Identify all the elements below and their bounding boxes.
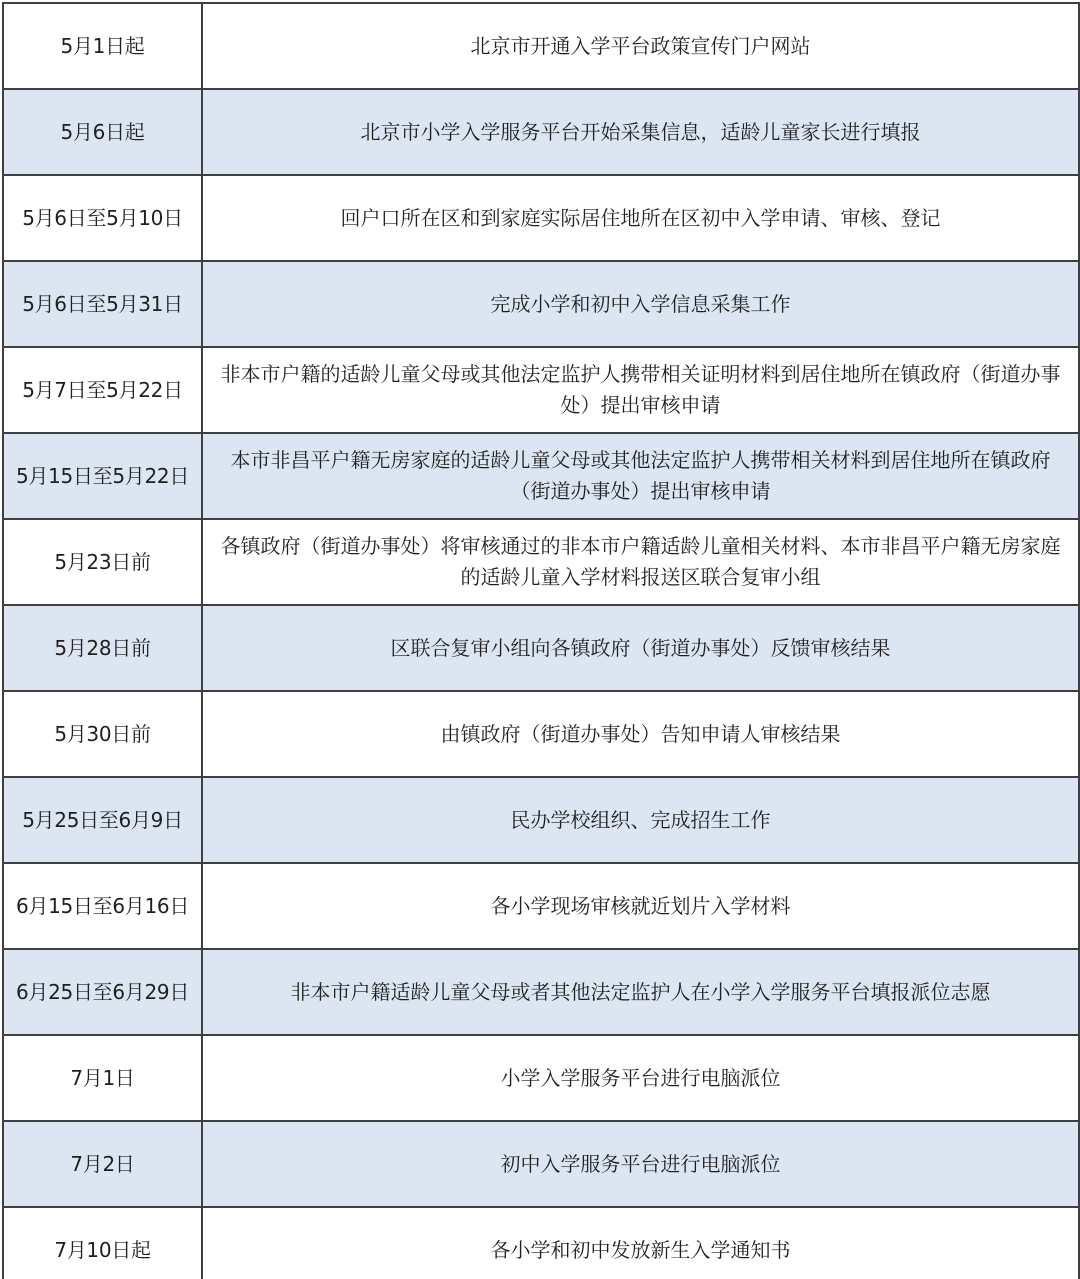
event-cell: 各小学现场审核就近划片入学材料 [202, 863, 1079, 949]
event-cell: 非本市户籍的适龄儿童父母或其他法定监护人携带相关证明材料到居住地所在镇政府（街道办事处）提出审核申请 [202, 347, 1079, 433]
table-row [3, 1121, 1079, 1207]
event-cell: 初中入学服务平台进行电脑派位 [202, 1121, 1079, 1207]
event-cell: 完成小学和初中入学信息采集工作 [202, 261, 1079, 347]
event-cell: 非本市户籍适龄儿童父母或者其他法定监护人在小学入学服务平台填报派位志愿 [202, 949, 1079, 1035]
table-row [3, 949, 1079, 1035]
date-cell: 5月6日起 [3, 89, 202, 175]
table-row [3, 605, 1079, 691]
date-cell: 5月7日至5月22日 [3, 347, 202, 433]
table-row [3, 863, 1079, 949]
date-cell: 5月28日前 [3, 605, 202, 691]
date-cell: 7月1日 [3, 1035, 202, 1121]
table-row [3, 1035, 1079, 1121]
date-cell: 5月30日前 [3, 691, 202, 777]
table-row [3, 175, 1079, 261]
event-cell: 由镇政府（街道办事处）告知申请人审核结果 [202, 691, 1079, 777]
date-cell: 5月6日至5月10日 [3, 175, 202, 261]
schedule-table [2, 2, 1080, 1279]
date-cell: 6月25日至6月29日 [3, 949, 202, 1035]
date-cell: 5月15日至5月22日 [3, 433, 202, 519]
event-cell: 各小学和初中发放新生入学通知书 [202, 1207, 1079, 1279]
date-cell: 7月2日 [3, 1121, 202, 1207]
event-cell: 回户口所在区和到家庭实际居住地所在区初中入学申请、审核、登记 [202, 175, 1079, 261]
table-row [3, 89, 1079, 175]
date-cell: 5月25日至6月9日 [3, 777, 202, 863]
table-row [3, 691, 1079, 777]
date-cell: 5月1日起 [3, 3, 202, 89]
event-cell: 北京市开通入学平台政策宣传门户网站 [202, 3, 1079, 89]
date-cell: 5月6日至5月31日 [3, 261, 202, 347]
table-row [3, 261, 1079, 347]
event-cell: 各镇政府（街道办事处）将审核通过的非本市户籍适龄儿童相关材料、本市非昌平户籍无房家庭的适龄儿童入学材料报送区联合复审小组 [202, 519, 1079, 605]
table-row [3, 3, 1079, 89]
table-row [3, 777, 1079, 863]
table-row [3, 519, 1079, 605]
event-cell: 小学入学服务平台进行电脑派位 [202, 1035, 1079, 1121]
event-cell: 北京市小学入学服务平台开始采集信息，适龄儿童家长进行填报 [202, 89, 1079, 175]
event-cell: 区联合复审小组向各镇政府（街道办事处）反馈审核结果 [202, 605, 1079, 691]
table-row [3, 1207, 1079, 1279]
date-cell: 5月23日前 [3, 519, 202, 605]
table-row [3, 433, 1079, 519]
table-row [3, 347, 1079, 433]
event-cell: 民办学校组织、完成招生工作 [202, 777, 1079, 863]
event-cell: 本市非昌平户籍无房家庭的适龄儿童父母或其他法定监护人携带相关材料到居住地所在镇政府（街道办事处）提出审核申请 [202, 433, 1079, 519]
date-cell: 6月15日至6月16日 [3, 863, 202, 949]
date-cell: 7月10日起 [3, 1207, 202, 1279]
